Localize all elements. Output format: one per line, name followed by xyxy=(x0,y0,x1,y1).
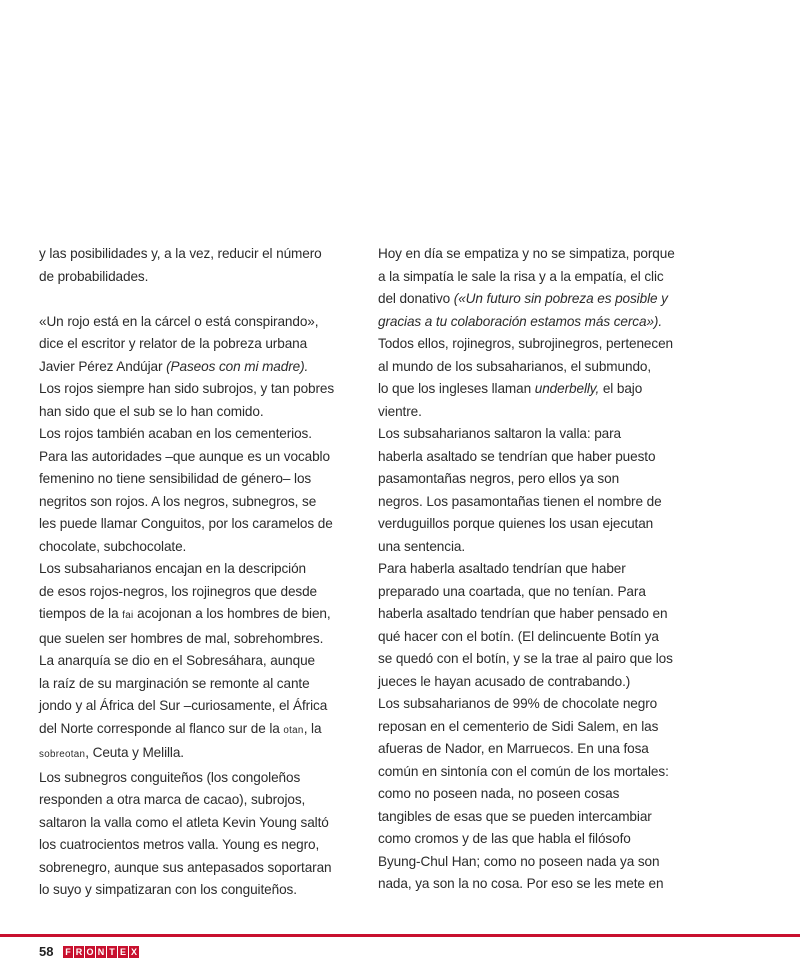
text-line: reposan en el cementerio de Sidi Salem, en las xyxy=(378,718,659,734)
text-line: La anarquía se dio en el Sobresáhara, aunque xyxy=(39,653,315,668)
text-line xyxy=(39,356,344,379)
text-line: jondo y al África del Sur –curiosamente, el África xyxy=(39,698,328,713)
brand-letter: T xyxy=(107,946,117,958)
brand-letter: N xyxy=(97,947,105,957)
text-line: Los subsaharianos encajan en la descripción xyxy=(39,561,306,576)
text-line: haberla asaltado se tendrían que haber puesto xyxy=(378,448,656,464)
text-line: pasamontañas negros, pero ellos ya son xyxy=(378,471,620,486)
text-line: de probabilidades. xyxy=(39,268,149,284)
text-line: dice el escritor y relator de la pobreza urbana xyxy=(39,336,308,351)
text-line: responden a otra marca de cacao), subrojos, xyxy=(39,792,306,807)
text-line xyxy=(39,603,344,628)
text-line: como no poseen nada, no poseen cosas xyxy=(378,786,620,801)
text-line: femenino no tiene sensibilidad de género– los xyxy=(39,471,312,486)
text-line: Los rojos siempre han sido subrojos, y tan pobres xyxy=(39,381,335,396)
text-segment: tiempos de la xyxy=(39,606,123,621)
text-segment: lo que los ingleses llaman xyxy=(378,381,535,396)
italic-text: (Paseos con mi madre). xyxy=(166,358,309,374)
text-line: que suelen ser hombres de mal, sobrehombres. xyxy=(39,630,324,646)
text-line: a la simpatía le sale la risa y a la empatía, el clic xyxy=(378,268,664,284)
text-line: afueras de Nador, en Marruecos. En una fosa xyxy=(378,741,649,756)
right-text-column xyxy=(378,243,688,896)
brand-letter: O xyxy=(86,947,94,957)
text-line: Para las autoridades –que aunque es un vocablo xyxy=(39,448,330,464)
text-line: saltaron la valla como el atleta Kevin Young saltó xyxy=(39,814,329,830)
text-line: sobrenegro, aunque sus antepasados soportaran xyxy=(39,859,332,875)
text-line: común en sintonía con el común de los mortales: xyxy=(378,763,669,779)
brand-letter: F xyxy=(63,946,73,958)
brand-letter: R xyxy=(75,947,83,957)
text-line: les puede llamar Conguitos, por los caramelos de xyxy=(39,516,333,531)
text-line xyxy=(378,311,688,334)
text-line xyxy=(378,288,688,311)
text-line: Todos ellos, rojinegros, subrojinegros, pertenecen xyxy=(378,336,673,351)
italic-text: underbelly, xyxy=(534,381,600,396)
brand-logo xyxy=(63,946,139,958)
text-line: qué hacer con el botín. (El delincuente Botín ya xyxy=(378,628,659,644)
text-line xyxy=(39,718,344,743)
text-line: negros. Los pasamontañas tienen el nombre de xyxy=(378,493,662,509)
text-line: chocolate, subchocolate. xyxy=(39,538,187,554)
brand-letter: X xyxy=(130,947,137,957)
text-segment: , Ceuta y Melilla. xyxy=(85,745,184,760)
text-line: negritos son rojos. A los negros, subnegros, se xyxy=(39,493,317,509)
text-line: como cromos y de las que habla el filósofo xyxy=(378,831,631,846)
text-segment: acojonan a los hombres de bien, xyxy=(133,606,331,621)
text-segment: el bajo xyxy=(599,381,643,396)
text-line: se quedó con el botín, y se la trae al pairo que los xyxy=(378,651,673,666)
text-line: una sentencia. xyxy=(378,538,466,554)
text-segment: del donativo xyxy=(378,291,454,306)
italic-text: gracias a tu colaboración estamos más cerca»). xyxy=(378,313,663,329)
footer-rule xyxy=(0,934,800,937)
text-line: nada, ya son la no cosa. Por eso se les mete en xyxy=(378,876,664,891)
text-line: Los subnegros conguiteños (los congoleños xyxy=(39,769,301,785)
text-line: Hoy en día se empatiza y no se simpatiza, porque xyxy=(378,246,675,261)
small-caps-text: fai xyxy=(122,610,134,621)
small-caps-text: sobreotan xyxy=(39,749,86,760)
text-line: al mundo de los subsaharianos, el submundo, xyxy=(378,358,652,374)
text-line: Byung-Chul Han; como no poseen nada ya son xyxy=(378,853,660,869)
left-text-column xyxy=(39,243,344,902)
text-line: y las posibilidades y, a la vez, reducir el número xyxy=(39,246,322,261)
text-line: los cuatrocientos metros valla. Young es negro, xyxy=(39,837,320,852)
text-line: lo suyo y simpatizaran con los conguiteños. xyxy=(39,882,297,897)
text-line: vientre. xyxy=(378,403,422,419)
text-segment: Javier Pérez Andújar xyxy=(39,358,167,374)
small-caps-text: otan xyxy=(283,724,304,736)
text-line: han sido que el sub se lo han comido. xyxy=(39,403,264,419)
text-line: jueces le hayan acusado de contrabando.) xyxy=(378,673,631,689)
text-line: Los subsaharianos saltaron la valla: para xyxy=(378,426,622,441)
text-line: Los rojos también acaban en los cementerios. xyxy=(39,426,312,441)
brand-letter: E xyxy=(119,947,126,957)
text-line: Para haberla asaltado tendrían que haber xyxy=(378,561,626,576)
paragraph-gap xyxy=(39,288,344,311)
text-segment: , la xyxy=(303,720,322,736)
text-line: la raíz de su marginación se remonte al cante xyxy=(39,675,310,691)
text-line: verduguillos porque quienes los usan ejecutan xyxy=(378,516,654,531)
text-line: haberla asaltado tendrían que haber pensado en xyxy=(378,606,668,621)
text-line: preparado una coartada, que no tenían. Para xyxy=(378,583,646,599)
text-line: de esos rojos-negros, los rojinegros que desde xyxy=(39,583,318,599)
italic-text: («Un futuro sin pobreza es posible y xyxy=(453,291,668,306)
text-line: Los subsaharianos de 99% de chocolate negro xyxy=(378,696,658,711)
text-line xyxy=(39,742,344,767)
text-line: «Un rojo está en la cárcel o está conspirando», xyxy=(39,313,319,329)
page-number: 58 xyxy=(39,944,54,959)
text-line: tangibles de esas que se pueden intercambiar xyxy=(378,808,652,824)
text-line xyxy=(378,378,688,401)
text-segment: del Norte corresponde al flanco sur de la xyxy=(39,720,284,736)
